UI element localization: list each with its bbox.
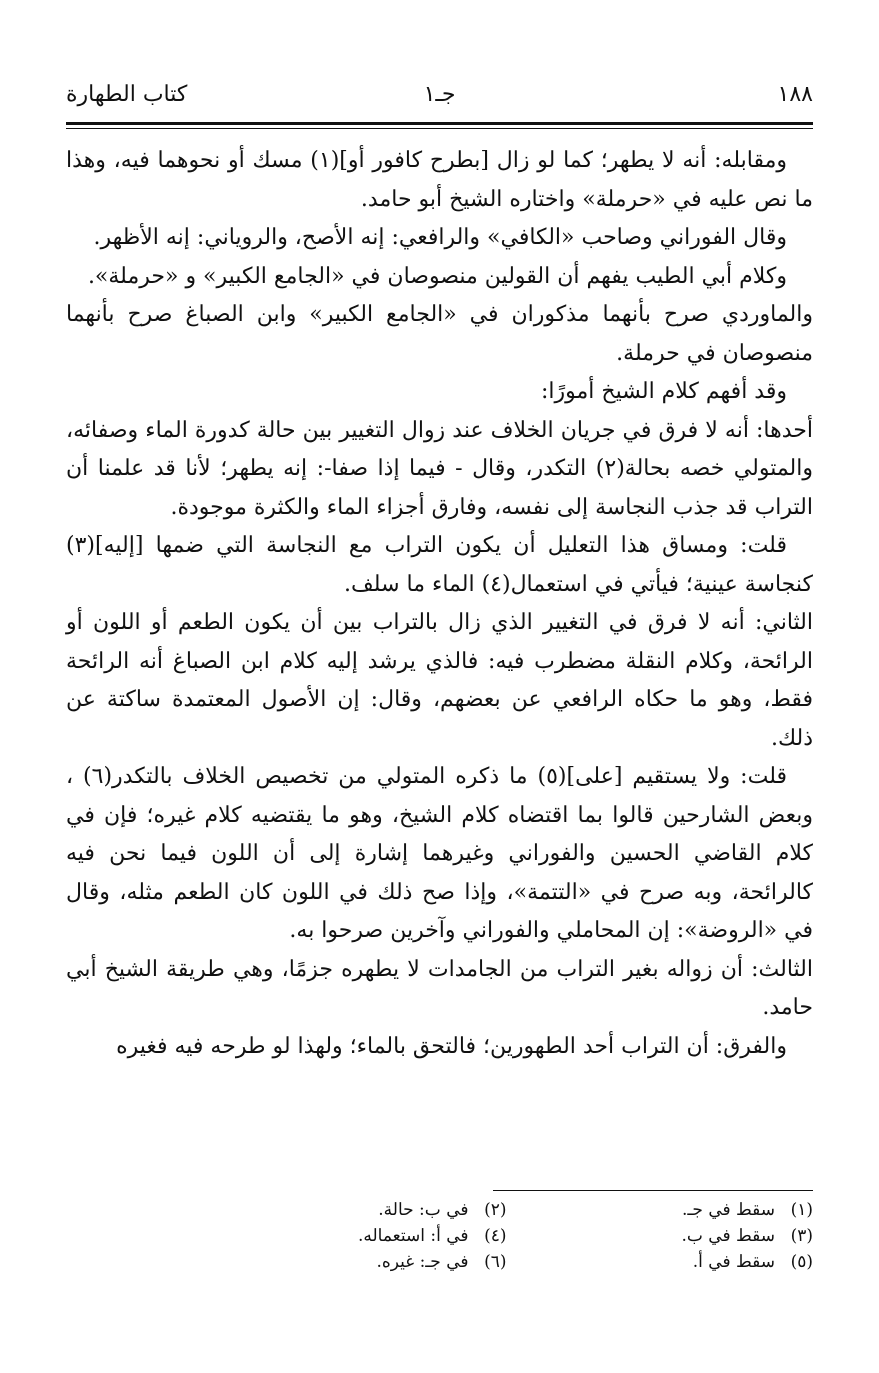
paragraph: وقد أفهم كلام الشيخ أمورًا: (541, 379, 787, 404)
footnote-number: (٤) (484, 1226, 507, 1246)
footnotes (200, 1200, 813, 1278)
part-number: جـ١ (423, 82, 456, 107)
paragraph: الثاني: أنه لا فرق في التغيير الذي زال بالتراب بين أن يكون الطعم أو اللون أو الرائحة، وكلام النقلة مضطرب فيه: فالذي يرشد إليه كلام ابن الصباغ أنه الرائحة فقط، وهو ما حكاه الرافعي عن بعضهم، وقال: إن الأصول المعتمدة ساكتة عن ذلك. (66, 610, 813, 751)
header-rule-thin (66, 128, 813, 129)
footnote (507, 1226, 814, 1252)
footnote (200, 1200, 507, 1226)
page-header (66, 82, 813, 118)
page-number: ١٨٨ (777, 82, 813, 107)
footnote-number: (٢) (484, 1200, 507, 1220)
footnote-number: (٦) (484, 1252, 507, 1272)
paragraph: ومقابله: أنه لا يطهر؛ كما لو زال [بطرح كافور أو](١) مسك أو نحوهما فيه، وهذا ما نص عليه في «حرملة» واختاره الشيخ أبو حامد. (66, 148, 813, 212)
header-rule-thick (66, 122, 813, 125)
footnote (200, 1252, 507, 1278)
footnote (200, 1226, 507, 1252)
footnote-text: سقط في ب. (681, 1226, 775, 1246)
footnote-text: في أ: استعماله. (357, 1226, 469, 1246)
footnote-text: سقط في أ. (692, 1252, 775, 1272)
paragraph: الثالث: أن زواله بغير التراب من الجامدات لا يطهره جزمًا، وهي طريقة الشيخ أبي حامد. (66, 956, 813, 1020)
footnote-number: (٣) (790, 1226, 813, 1246)
paragraph: قلت: ولا يستقيم [على](٥) ما ذكره المتولي من تخصيص الخلاف بالتكدر(٦) ، وبعض الشارحين قالوا بما اقتضاه كلام الشيخ، وهو ما يقتضيه كلام غيره؛ فإن في كلام القاضي الحسين والفوراني وغيرهما إشارة إلى أن اللون فيما نحن فيه كالرائحة، وبه صرح في «التتمة»، وإذا صح ذلك في اللون كان الطعم مثله، وقال في «الروضة»: إن المحاملي والفوراني وآخرين صرحوا به. (66, 764, 813, 943)
paragraph: وقال الفوراني وصاحب «الكافي» والرافعي: إنه الأصح، والروياني: إنه الأظهر. (93, 225, 787, 250)
footnote-separator (493, 1190, 813, 1191)
paragraph: قلت: ومساق هذا التعليل أن يكون التراب مع النجاسة التي ضمها [إليه](٣) كنجاسة عينية؛ فيأتي في استعمال(٤) الماء ما سلف. (66, 533, 813, 597)
paragraph: والفرق: أن التراب أحد الطهورين؛ فالتحق بالماء؛ ولهذا لو طرحه فيه فغيره (116, 1033, 787, 1059)
paragraph: أحدها: أنه لا فرق في جريان الخلاف عند زوال التغيير بين حالة كدورة الماء وصفائه، والمتولي خصه بحالة(٢) التكدر، وقال - فيما إذا صفا-: إنه يطهر؛ لأنا قد علمنا أن التراب قد جذب النجاسة إلى نفسه، وفارق أجزاء الماء والكثرة موجودة. (66, 417, 813, 520)
footnote-text: في جـ: غيره. (376, 1252, 469, 1272)
paragraph: وكلام أبي الطيب يفهم أن القولين منصوصان في «الجامع الكبير» و «حرملة». (87, 263, 787, 289)
footnote (507, 1200, 814, 1226)
body-text (66, 142, 813, 1066)
footnote-number: (٥) (790, 1252, 813, 1272)
footnote-number: (١) (790, 1200, 813, 1220)
book-title: كتاب الطهارة (66, 82, 188, 107)
footnote-text: في ب: حالة. (378, 1200, 469, 1220)
footnote-text: سقط في جـ. (682, 1200, 775, 1220)
paragraph: والماوردي صرح بأنهما مذكوران في «الجامع الكبير» وابن الصباغ صرح بأنهما منصوصان في حرملة. (66, 302, 813, 366)
footnote (507, 1252, 814, 1278)
